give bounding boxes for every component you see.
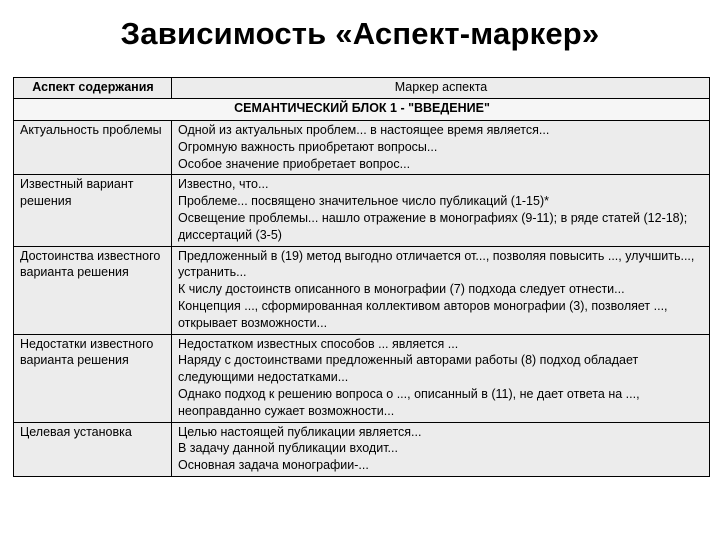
table-row <box>14 246 710 334</box>
marker-cell <box>172 334 710 422</box>
aspect-cell <box>14 246 172 334</box>
marker-cell <box>172 422 710 476</box>
marker-line: Целью настоящей публикации является... <box>178 424 422 439</box>
aspect-cell <box>14 422 172 476</box>
marker-cell <box>172 175 710 246</box>
block-title: СЕМАНТИЧЕСКИЙ БЛОК 1 - "ВВЕДЕНИЕ" <box>14 99 710 121</box>
marker-line: Основная задача монографии-... <box>178 458 369 473</box>
table-row <box>14 422 710 476</box>
marker-line: Однако подход к решению вопроса о ..., описанный в (11), не дает ответа на ..., неоправданно сужает возможности... <box>178 386 640 418</box>
marker-line: Освещение проблемы... нашло отражение в монографиях (9-11); в ряде статей (12-18); диссертаций (3-5) <box>178 210 688 242</box>
marker-line: В задачу данной публикации входит... <box>178 441 398 456</box>
marker-cell <box>172 246 710 334</box>
table-row <box>14 121 710 175</box>
marker-line: Недостатком известных способов ... является ... <box>178 336 459 351</box>
aspect-cell <box>14 175 172 246</box>
aspect-label: Целевая установка <box>20 424 132 439</box>
marker-line: К числу достоинств описанного в монографии (7) подхода следует отнести... <box>178 282 625 297</box>
header-marker: Маркер аспекта <box>172 78 710 99</box>
aspect-cell <box>14 121 172 175</box>
marker-line: Проблеме... посвящено значительное число публикаций (1-15)* <box>178 194 549 209</box>
table-header-row <box>14 78 710 99</box>
aspect-label: Актуальность проблемы <box>20 123 162 137</box>
aspect-cell <box>14 334 172 422</box>
page-title: Зависимость «Аспект-маркер» <box>120 16 600 51</box>
header-aspect: Аспект содержания <box>14 78 172 99</box>
marker-line: Наряду с достоинствами предложенный авторами работы (8) подход обладает следующими недостатками... <box>178 353 639 385</box>
table-row <box>14 175 710 246</box>
table-row <box>14 334 710 422</box>
marker-cell <box>172 121 710 175</box>
marker-line: Особое значение приобретает вопрос... <box>178 156 411 171</box>
aspect-label: Достоинства известного варианта решения <box>20 248 161 280</box>
marker-line: Предложенный в (19) метод выгодно отличается от..., позволяя повысить ..., улучшить..., устранить... <box>178 248 695 280</box>
marker-line: Концепция ..., сформированная коллективом авторов монографии (3), позволяет ..., открывает возможности... <box>178 298 668 330</box>
aspect-label: Недостатки известного варианта решения <box>20 336 154 368</box>
marker-line: Одной из актуальных проблем... в настоящее время является... <box>178 123 550 137</box>
marker-line: Огромную важность приобретают вопросы... <box>178 139 438 154</box>
block-title-row <box>14 99 710 121</box>
aspect-label: Известный вариант решения <box>20 177 134 209</box>
marker-line: Известно, что... <box>178 177 269 192</box>
aspect-marker-table <box>13 77 710 477</box>
